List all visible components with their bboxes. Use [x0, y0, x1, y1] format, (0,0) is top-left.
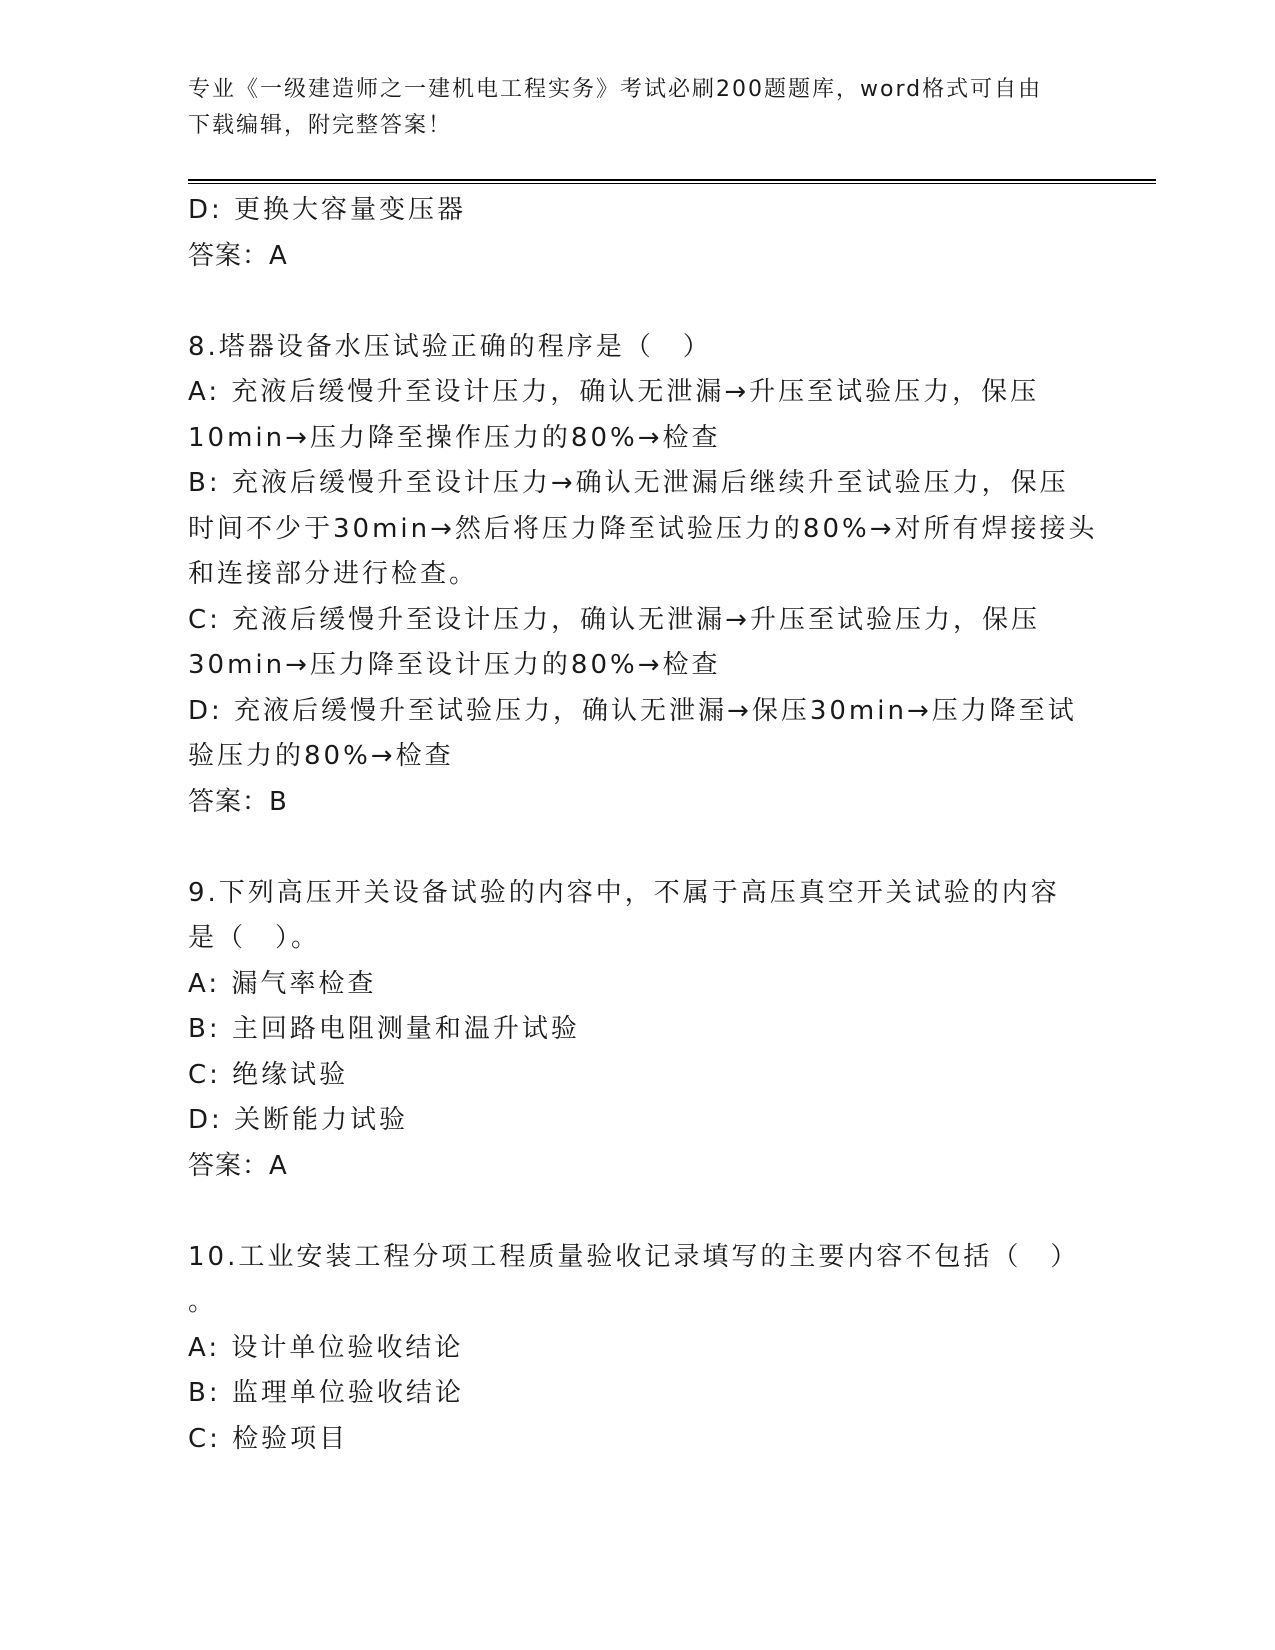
q8-option-b-line-2: 时间不少于30min→然后将压力降至试验压力的80%→对所有焊接接头: [188, 513, 1098, 544]
q9-stem-line-2: 是（ ）。: [188, 923, 321, 953]
page-header: [188, 72, 1088, 144]
q8-option-d-line-2: 验压力的80%→检查: [188, 741, 454, 771]
question-8: [188, 325, 1098, 826]
q10-option-c: C: 检验项目: [188, 1423, 349, 1454]
q10-stem-line-2: 。: [188, 1287, 218, 1317]
header-rule-thick: [188, 179, 1156, 181]
q9-option-b: B: 主回路电阻测量和温升试验: [188, 1014, 580, 1044]
q9-option-d: D: 关断能力试验: [188, 1105, 409, 1135]
q7-option-d: D: 更换大容量变压器: [188, 195, 467, 225]
q9-option-c: C: 绝缘试验: [188, 1059, 349, 1090]
question-7: [188, 188, 1088, 279]
q8-stem: 8.塔器设备水压试验正确的程序是（ ）: [188, 331, 712, 362]
header-line-1: 专业《一级建造师之一建机电工程实务》考试必刷200题题库，word格式可自由: [188, 77, 1043, 102]
q10-stem-line-1: 10.工业安装工程分项工程质量验收记录填写的主要内容不包括（ ）: [188, 1241, 1080, 1272]
q8-answer: 答案：B: [188, 786, 288, 817]
q8-option-b-line-3: 和连接部分进行检查。: [188, 559, 479, 589]
spacer: [188, 1189, 1088, 1235]
q10-option-b: B: 监理单位验收结论: [188, 1378, 464, 1408]
question-list: [188, 188, 1098, 1462]
q8-option-b-line-1: B: 充液后缓慢升至设计压力→确认无泄漏后继续升至试验压力，保压: [188, 468, 1069, 498]
question-10: [188, 1235, 1088, 1463]
spacer: [188, 825, 1088, 871]
q9-stem-line-1: 9.下列高压开关设备试验的内容中，不属于高压真空开关试验的内容: [188, 877, 1060, 908]
question-9: [188, 871, 1088, 1190]
q7-answer: 答案：A: [188, 240, 288, 271]
q9-option-a: A: 漏气率检查: [188, 968, 377, 999]
q8-option-d-line-1: D: 充液后缓慢升至试验压力，确认无泄漏→保压30min→压力降至试: [188, 695, 1077, 726]
header-line-2: 下载编辑，附完整答案！: [188, 113, 453, 138]
q8-option-c-line-1: C: 充液后缓慢升至设计压力，确认无泄漏→升压至试验压力，保压: [188, 604, 1040, 635]
q9-answer: 答案：A: [188, 1150, 288, 1181]
q10-option-a: A: 设计单位验收结论: [188, 1332, 464, 1363]
spacer: [188, 279, 1088, 325]
q8-option-a-line-1: A: 充液后缓慢升至设计压力，确认无泄漏→升压至试验压力，保压: [188, 377, 1040, 407]
header-rule-thin: [188, 183, 1156, 184]
q8-option-a-line-2: 10min→压力降至操作压力的80%→检查: [188, 422, 721, 453]
q8-option-c-line-2: 30min→压力降至设计压力的80%→检查: [188, 650, 721, 680]
